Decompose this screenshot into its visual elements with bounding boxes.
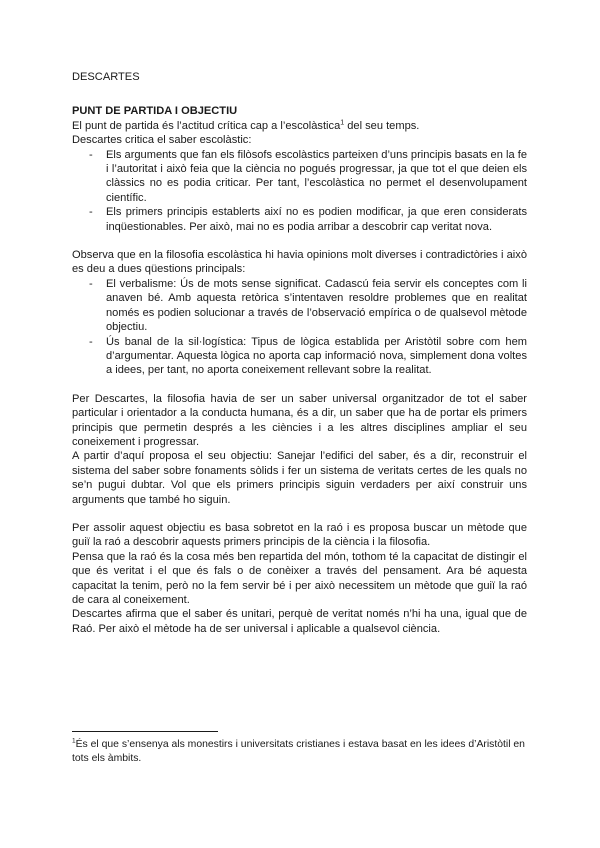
critique-list	[72, 148, 527, 234]
document-body	[72, 70, 527, 636]
paragraph-gap	[72, 507, 527, 521]
body-paragraph: Descartes afirma que el saber és unitari, perquè de veritat només n’hi ha una, igual que de Raó. Per això el mètode ha de ser universal i aplicable a qualsevol ciència.	[72, 608, 527, 635]
footnote-separator	[72, 731, 218, 732]
critique-lead: Descartes critica el saber escolàstic:	[72, 134, 252, 147]
dash-bullet: -	[89, 277, 93, 290]
list-item	[89, 277, 527, 335]
list-item-text: El verbalisme: Ús de mots sense significat. Cadascú feia servir els conceptes com li anaven bé. Amb aquesta retòrica s’intentaven resoldre problemes que en realitat només es podien solucionar a través de l’observació empírica o de qualsevol mètode objectiu.	[106, 277, 527, 334]
footnote-reference[interactable]: 1	[340, 119, 345, 127]
intro-text: El punt de partida és l’actitud crítica cap a l’escolàstica	[72, 119, 341, 132]
body-paragraph: A partir d’aquí proposa el seu objectiu: Sanejar l’edifici del saber, és a dir, reconstruir el sistema del saber sobre fonaments sòlids i fer un sistema de veritats certes de les quals no se’n pugui dubtar. Vol que els primers principis siguin verdaders per així construir uns arguments que també ho siguin.	[72, 450, 527, 506]
body-paragraph: Per Descartes, la filosofia havia de ser un saber universal organitzador de tot el saber particular i orientador a la conducta humana, és a dir, un saber que ha de portar els primers principis que permetin després a les ciències i a les altres disciplines ampliar el seu coneixement i progressar.	[72, 392, 527, 448]
list-item	[89, 205, 527, 234]
list-item	[89, 335, 527, 378]
section-heading: PUNT DE PARTIDA I OBJECTIU	[72, 105, 238, 118]
intro-paragraph	[72, 119, 527, 133]
list-item-text: Els primers principis establerts així no es podien modificar, ja que eren considerats inqüestionables. Per això, mai no es podia arribar a descobrir cap veritat nova.	[106, 206, 527, 233]
dash-bullet: -	[89, 206, 93, 219]
dash-bullet: -	[89, 148, 93, 161]
observation-list	[72, 277, 527, 378]
list-item-text: Ús banal de la sil·logística: Tipus de lògica establida per Aristòtil sobre com hem d’argumentar. Aquesta lògica no aporta cap informació nova, simplement dona voltes a idees, per tant, no aporta coneixement rellevant sobre la realitat.	[106, 335, 527, 377]
footnote-text: És el que s’ensenya als monestirs i universitats cristianes i estava basat en les idees d’Aristòtil en tots els àmbits.	[72, 739, 525, 764]
document-title: DESCARTES	[72, 71, 140, 83]
observation-lead: Observa que en la filosofia escolàstica hi havia opinions molt diverses i contradictòries i això es deu a dues qüestions principals:	[72, 249, 527, 276]
paragraph-gap	[72, 378, 527, 392]
list-item-text: Els arguments que fan els filòsofs escolàstics parteixen d’uns principis basats en la fe i l’autoritat i això feia que la ciència no pogués progressar, ja que tot el que deien els clàssics no es podia criticar. Per tant, l’escolàstica no permet el desenvolupament científic.	[106, 148, 527, 204]
paragraph-gap	[72, 234, 527, 248]
dash-bullet: -	[89, 335, 93, 348]
list-item	[89, 148, 527, 206]
footnote-mark: 1	[72, 737, 76, 745]
footnote	[72, 738, 527, 766]
body-paragraph: Per assolir aquest objectiu es basa sobretot en la raó i es proposa buscar un mètode que guiï la raó a descobrir aquests primers principis de la ciència i la filosofia.	[72, 521, 527, 549]
intro-text-end: del seu temps.	[344, 119, 420, 132]
body-paragraph: Pensa que la raó és la cosa més ben repartida del món, tothom té la capacitat de distingir el que és veritat i el que és fals o de conèixer a través del pensament. Ara bé aquesta capacitat la tenim, però no la fem servir bé i per això necessitem un mètode que guiï la raó de cara al coneixement.	[72, 550, 527, 606]
